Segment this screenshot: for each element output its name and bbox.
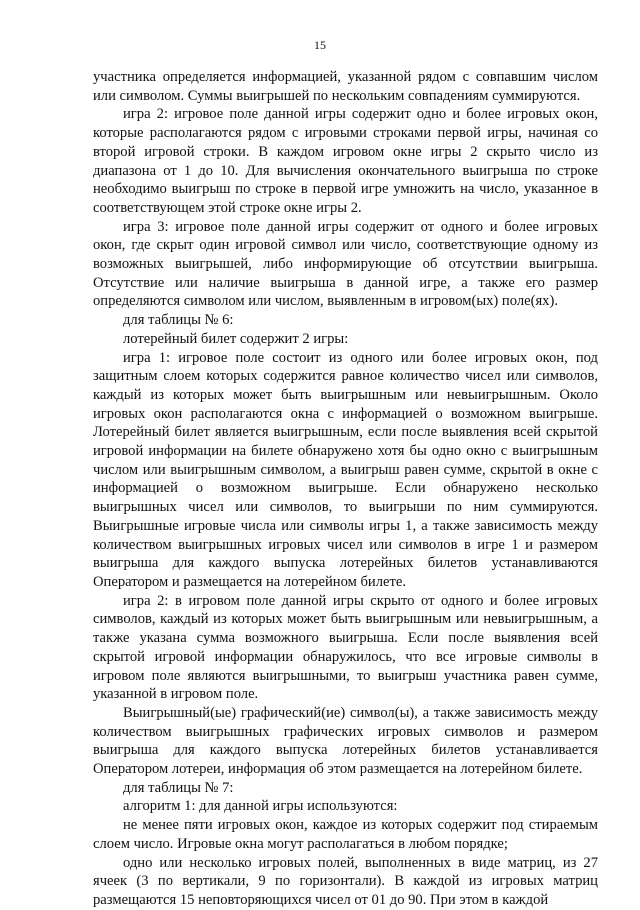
paragraph-game-2: игра 2: игровое поле данной игры содержит одно и более игровых окон, которые располагаются рядом с игровыми строками первой игры, начиная со второй игровой строки. В каждом игровом окне игры 2 скрыто число из диапазона от 1 до 10. Для вычисления окончательного выигрыша по строке необходимо выигрыш по строке в первой игре умножить на число, указанное в соответствующем этой строке окне игры 2.: [93, 106, 598, 216]
paragraph-table-6-heading: для таблицы № 6:: [123, 312, 234, 329]
paragraph-table-6-game-1: игра 1: игровое поле состоит из одного или более игровых окон, под защитным слоем которых содержится равное количество чисел или символов, каждый из которых может быть выигрышным или невыигрышным. Около игровых окон располагаются окна с информацией о возможном выигрыше. Лотерейный билет является выигрышным, если после выявления всей скрытой игровой информации на билете обнаружено хотя бы одно окно с выигрышным числом или выигрышным символом, а выигрыш равен сумме, скрытой в окне с информацией о возможном выигрыше. Если обнаружено несколько выигрышных чисел или символов, то выигрыши по ним суммируются. Выигрышные игровые числа или символы игры 1, а также зависимость между количеством выигрышных игровых чисел или символов в игре 1 и размером выигрыша для каждого выпуска лотерейных билетов устанавливаются Оператором и размещается на лотерейном билете.: [93, 349, 598, 590]
paragraph-continuation: участника определяется информацией, указанной рядом с совпавшим числом или символом. Суммы выигрышей по нескольким совпадениям суммируются.: [93, 69, 598, 104]
page-number: 15: [314, 38, 326, 52]
paragraph-winning-symbols: Выигрышный(ые) графический(ие) символ(ы), а также зависимость между количеством выигрышных графических игровых символов и размером выигрыша для каждого выпуска лотерейных билетов устанавливается Оператором лотереи, информация об этом размещается на лотерейном билете.: [93, 704, 598, 778]
paragraph-game-3: игра 3: игровое поле данной игры содержит от одного и более игровых окон, где скрыт один игровой символ или число, соответствующие одному из возможных выигрышей, либо информирующие об отсутствии выигрыша. Отсутствие или наличие выигрыша в данной игре, а также его размер определяются символом или числом, выявленным в игровом(ых) поле(ях).: [93, 218, 598, 310]
paragraph-table-7-heading: для таблицы № 7:: [123, 779, 234, 796]
paragraph-algorithm-1: алгоритм 1: для данной игры используются:: [123, 798, 398, 815]
page-body: [93, 68, 598, 910]
paragraph-table-6-game-2: игра 2: в игровом поле данной игры скрыто от одного и более игровых символов, каждый из которых может быть выигрышным или невыигрышным, а также указана сумма возможного выигрыша. Если после выявления всей скрытой игровой информации обнаружилось, что все игровые символы в игровом поле являются выигрышными, то выигрыш участника равен сумме, указанной в игровом поле.: [93, 592, 598, 703]
paragraph-game-fields: одно или несколько игровых полей, выполненных в виде матриц, из 27 ячеек (3 по вертикали, 9 по горизонтали). В каждой из игровых матриц размещаются 15 неповторяющихся чисел от 01 до 90. При этом в каждой: [93, 854, 598, 908]
paragraph-game-windows: не менее пяти игровых окон, каждое из которых содержит под стираемым слоем число. Игровые окна могут располагаться в любом порядке;: [93, 817, 598, 852]
paragraph-ticket-games: лотерейный билет содержит 2 игры:: [123, 330, 349, 347]
